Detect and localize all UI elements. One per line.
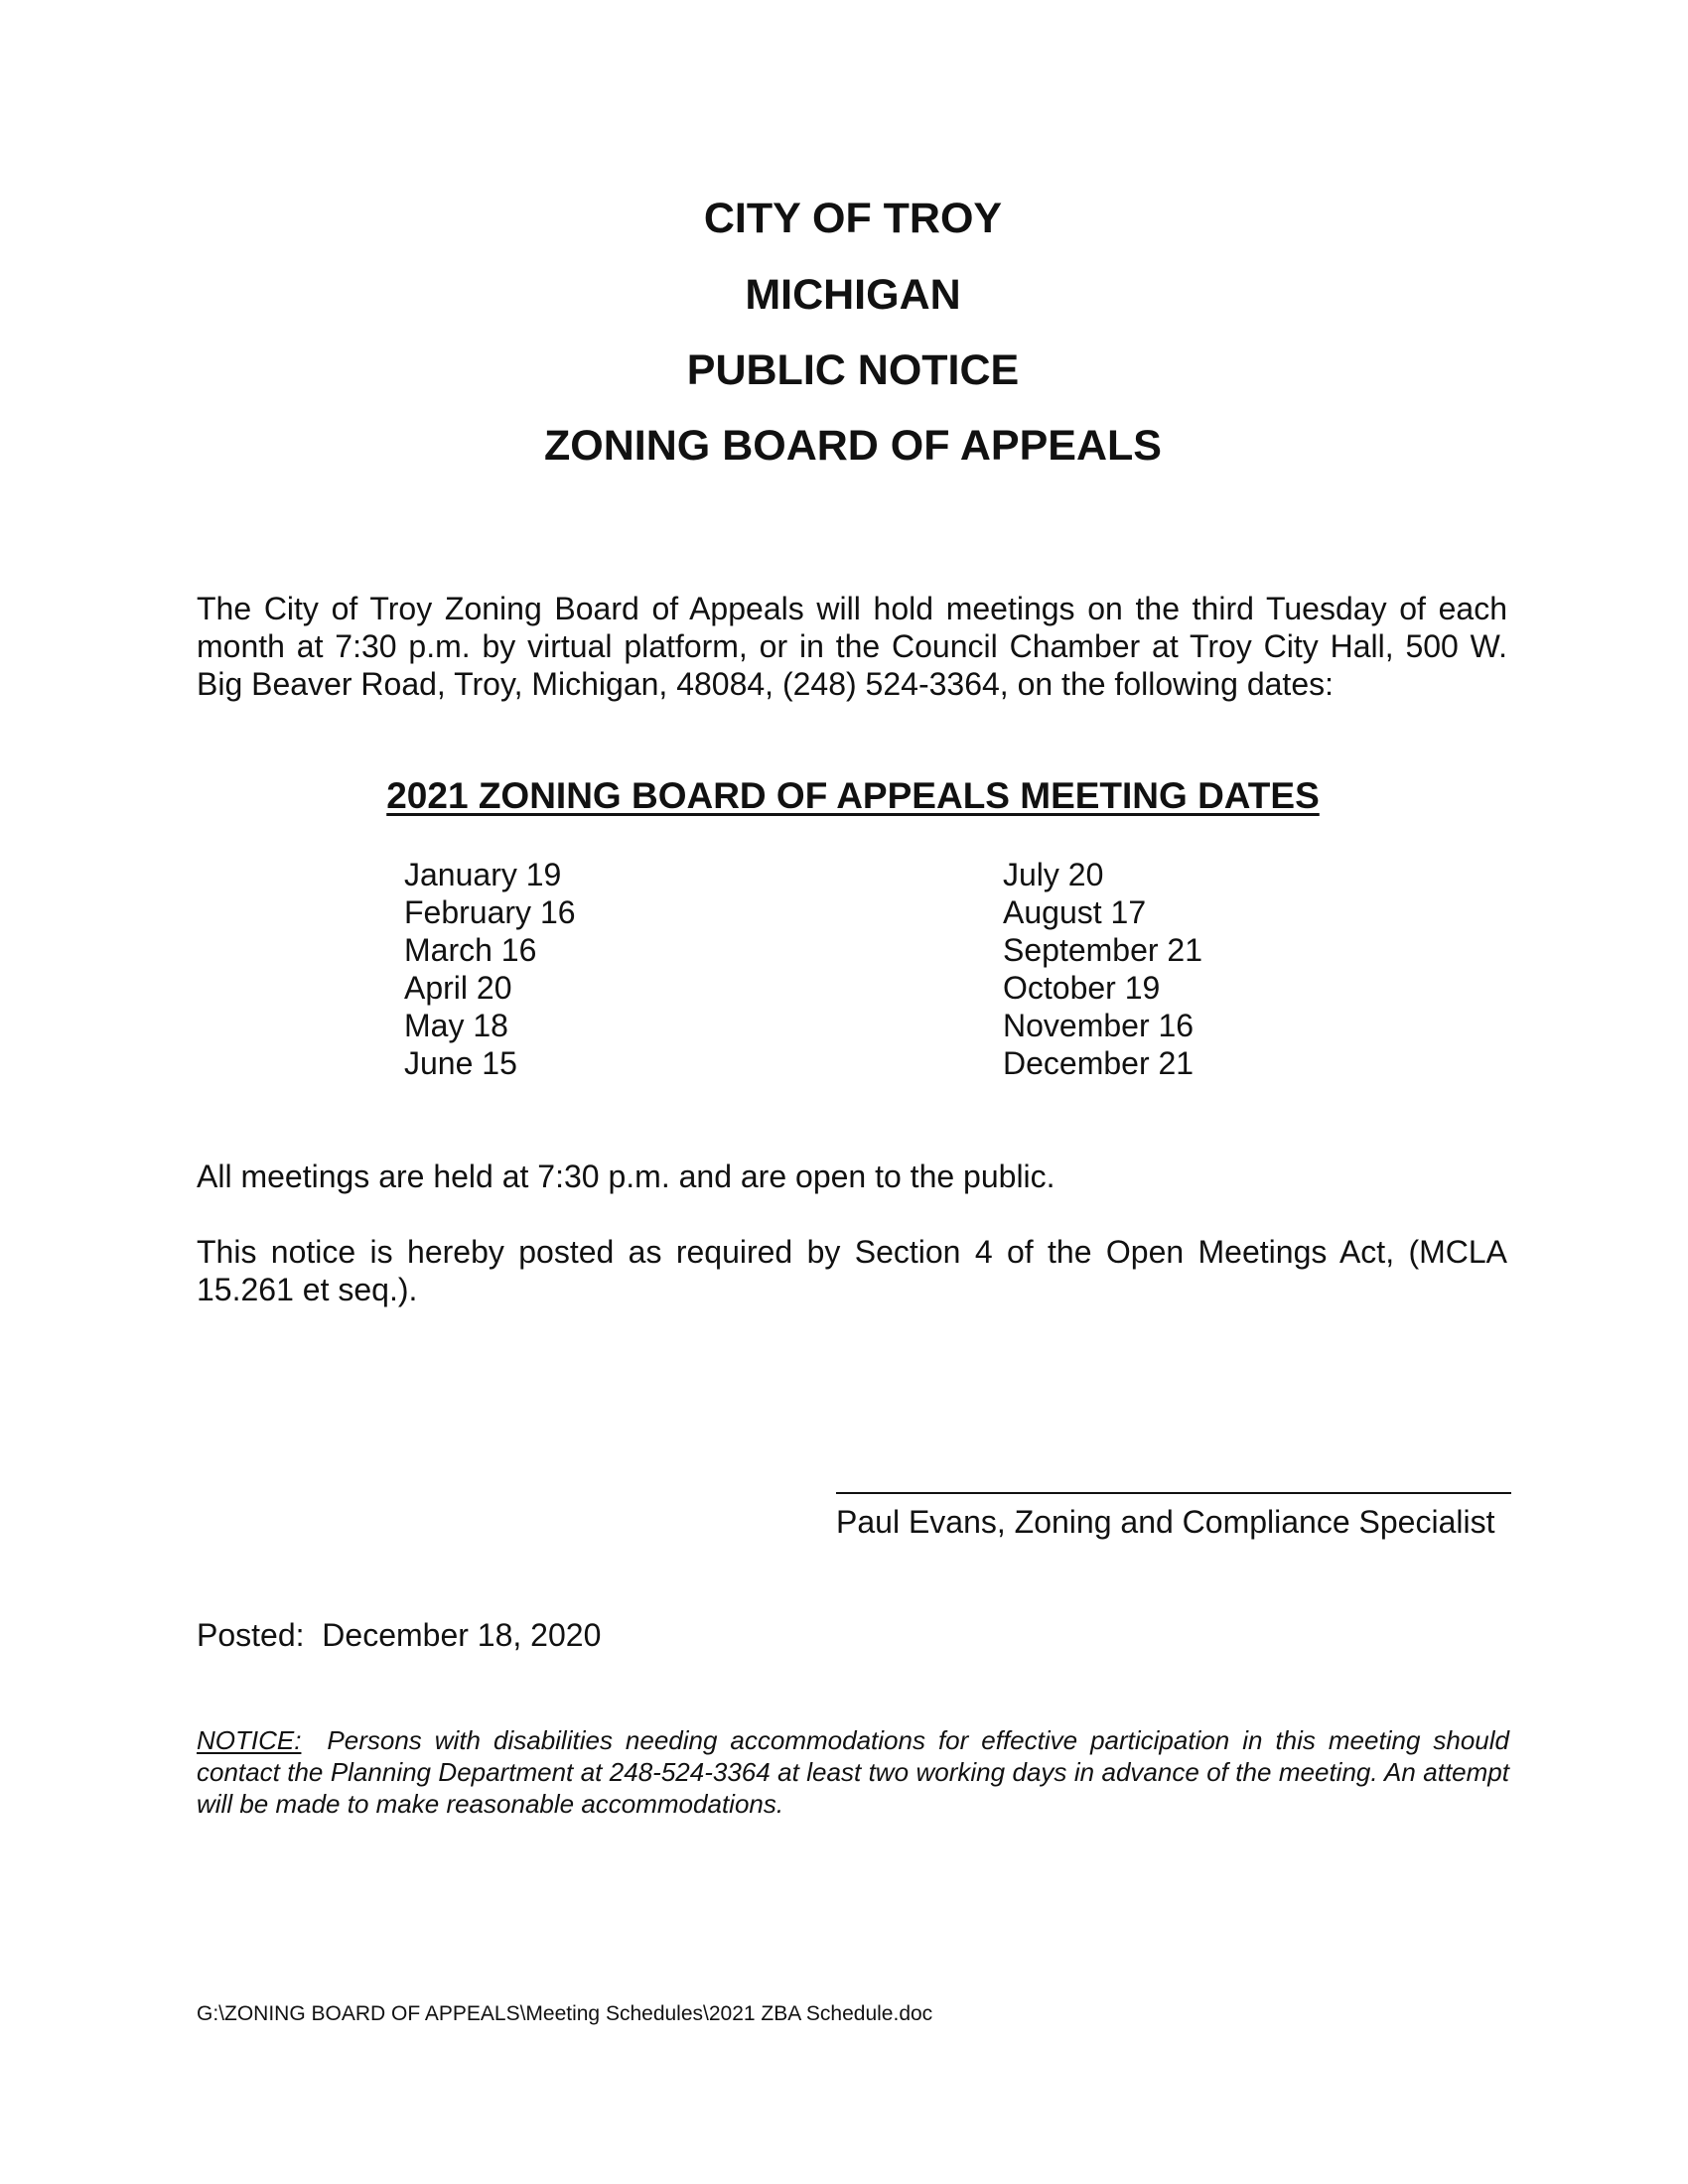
meeting-date: November 16 [1003,1008,1195,1043]
meeting-date: March 16 [404,932,537,968]
header-city: CITY OF TROY [703,195,1003,242]
dates-left-column [404,856,851,1082]
signature-line [836,1492,1511,1494]
meeting-date: January 19 [404,857,562,892]
notice-text: Persons with disabilities needing accommodations for effective participation in this meeting should contact the Planning Department at 248-524-3364 at least two working days in advance of the meeting. An attempt will be made to make reasonable accommodations. [197,1725,1509,1819]
meeting-date: October 19 [1003,970,1161,1006]
header-board-name: ZONING BOARD OF APPEALS [544,422,1162,470]
meeting-date: May 18 [404,1008,508,1043]
signatory-name: Paul Evans, Zoning and Compliance Specialist [836,1504,1495,1540]
meeting-date: July 20 [1003,857,1104,892]
document-file-path: G:\ZONING BOARD OF APPEALS\Meeting Schedules\2021 ZBA Schedule.doc [197,2002,933,2025]
meeting-date: September 21 [1003,932,1203,968]
meeting-time-note: All meetings are held at 7:30 p.m. and are open to the public. [197,1159,1055,1194]
notice-label: NOTICE: [197,1725,302,1755]
schedule-title: 2021 ZONING BOARD OF APPEALS MEETING DATES [386,775,1320,816]
meeting-date: February 16 [404,894,576,930]
dates-right-column [1003,856,1450,1082]
header-state: MICHIGAN [745,271,961,319]
posting-requirement-note: This notice is hereby posted as required by Section 4 of the Open Meetings Act, (MCLA 15.261 et seq.). [197,1234,1507,1307]
intro-paragraph: The City of Troy Zoning Board of Appeals will hold meetings on the third Tuesday of each month at 7:30 p.m. by virtual platform, or in the Council Chamber at Troy City Hall, 500 W. Big Beaver Road, Troy, Michigan, 48084, (248) 524-3364, on the following dates: [197,591,1507,702]
header-public-notice: PUBLIC NOTICE [686,346,1020,394]
meeting-date: June 15 [404,1045,517,1081]
meeting-date: April 20 [404,970,512,1006]
meeting-date: December 21 [1003,1045,1195,1081]
accessibility-notice [197,1724,1509,1820]
meeting-date: August 17 [1003,894,1147,930]
posted-date: Posted: December 18, 2020 [197,1617,602,1653]
